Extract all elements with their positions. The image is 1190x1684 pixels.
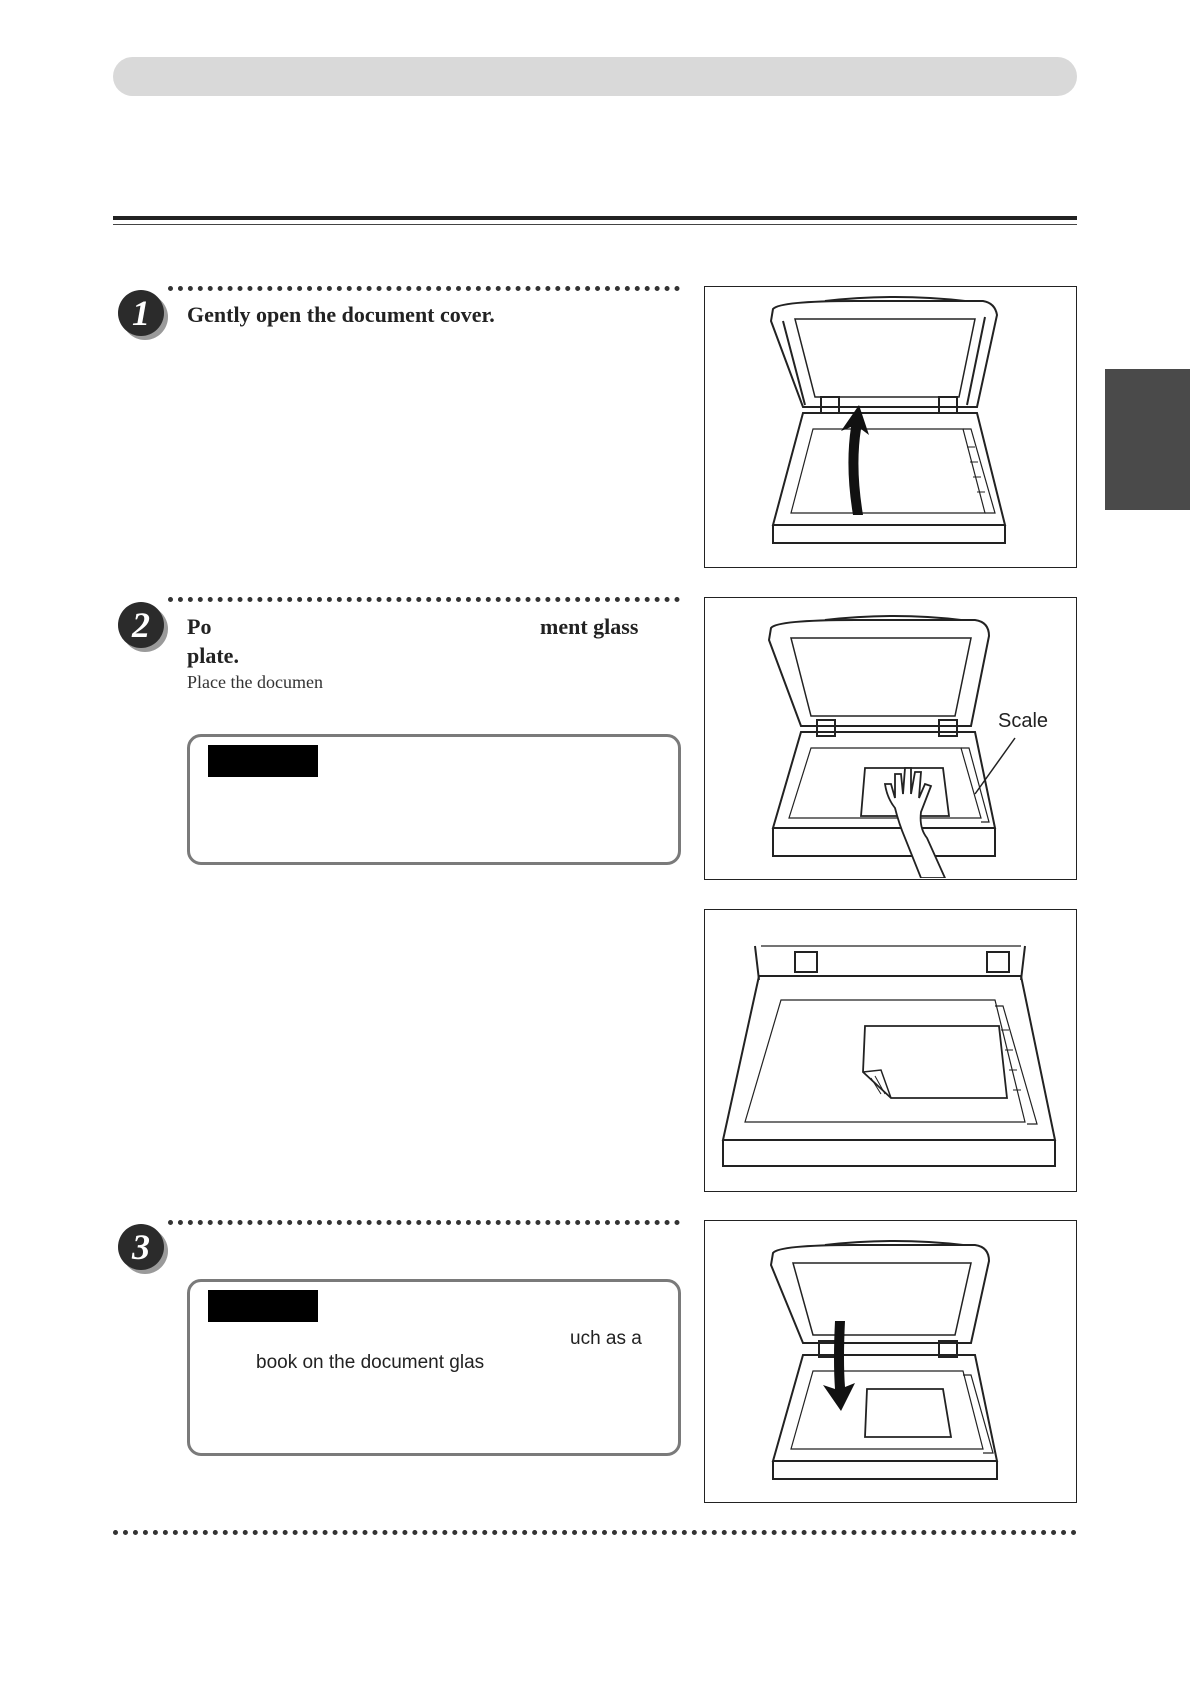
document-corner-alignment-illustration — [705, 910, 1075, 1190]
note-text-line2: book on the document glas — [256, 1352, 485, 1373]
figure-close-cover — [704, 1220, 1077, 1503]
section-rule-thin — [113, 224, 1077, 225]
step-3-note-box — [187, 1279, 681, 1456]
scanner-cover-open-illustration — [705, 287, 1075, 566]
step-2-note-box — [187, 734, 681, 865]
section-rule — [113, 216, 1077, 220]
step-1-title: Gently open the document cover. — [187, 302, 495, 327]
step-2-body: Place the documen — [187, 672, 323, 692]
bottom-divider — [113, 1530, 1077, 1535]
step-2-title-end: ment glass — [540, 614, 639, 639]
step-2-title-start: Po — [187, 614, 212, 639]
step-2-divider — [168, 597, 680, 602]
scale-label: Scale — [998, 710, 1049, 732]
note-text-line1: uch as a — [570, 1328, 642, 1349]
step-3-divider — [168, 1220, 680, 1225]
step-3-number: 3 — [118, 1224, 164, 1270]
step-2-number: 2 — [118, 602, 164, 648]
figure-open-cover — [704, 286, 1077, 568]
step-1-divider — [168, 286, 680, 291]
step-1-number: 1 — [118, 290, 164, 336]
figure-position-document — [704, 597, 1077, 880]
scanner-document-placement-illustration — [705, 598, 1075, 878]
header-bar — [113, 57, 1077, 96]
chapter-tab — [1105, 369, 1190, 510]
scanner-cover-close-illustration — [705, 1221, 1075, 1501]
note-tag — [208, 745, 318, 777]
step-2-title-line2: plate. — [187, 643, 239, 668]
note-tag — [208, 1290, 318, 1322]
figure-document-closeup — [704, 909, 1077, 1192]
